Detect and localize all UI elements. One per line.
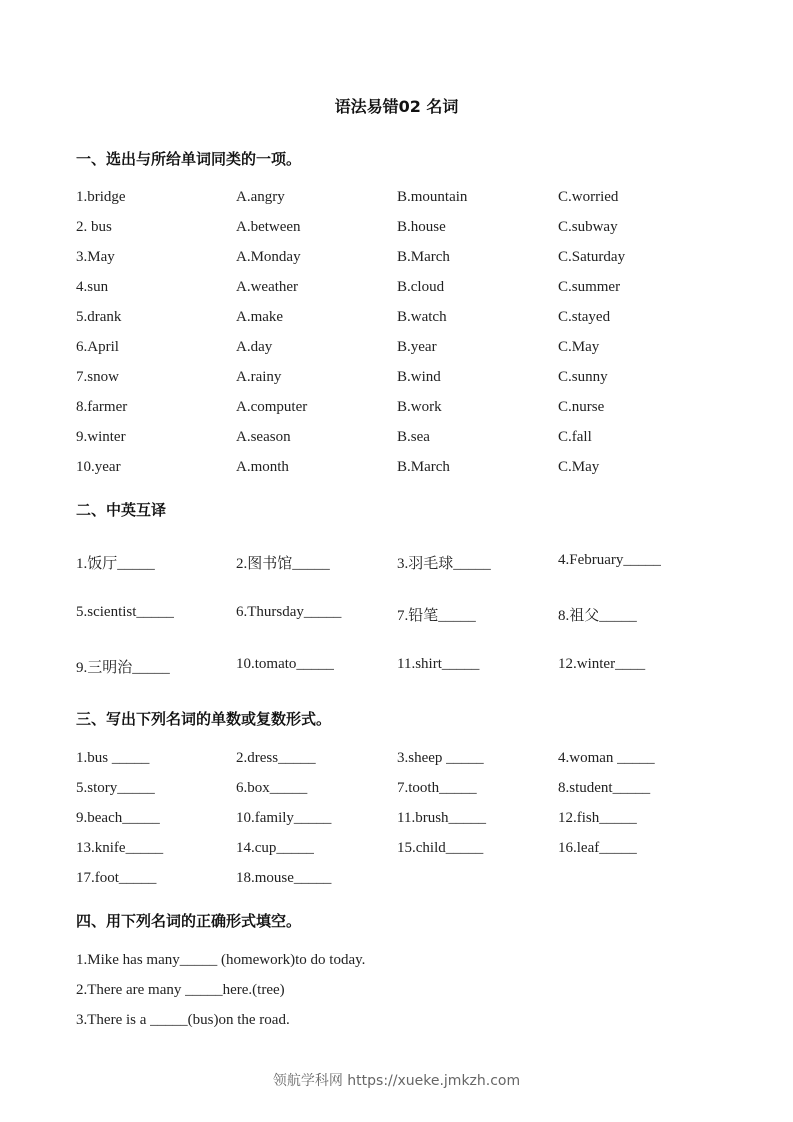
question-word: 1.bridge xyxy=(76,189,126,205)
question-word: 8.farmer xyxy=(76,399,128,415)
option-a: A.season xyxy=(236,429,291,445)
noun-item: 15.child_____ xyxy=(397,840,484,856)
option-b: B.wind xyxy=(397,369,441,385)
noun-item: 7.tooth_____ xyxy=(397,780,477,796)
option-a: A.between xyxy=(236,219,301,235)
translation-item: 5.scientist_____ xyxy=(76,604,174,620)
translation-item: 10.tomato_____ xyxy=(236,656,334,672)
noun-item: 3.sheep _____ xyxy=(397,750,484,766)
option-c: C.Saturday xyxy=(558,249,626,265)
noun-item: 5.story_____ xyxy=(76,780,155,796)
question-word: 4.sun xyxy=(76,279,109,295)
s1-row xyxy=(76,429,736,451)
noun-item: 16.leaf_____ xyxy=(558,840,637,856)
option-a: A.rainy xyxy=(236,369,282,385)
s1-row xyxy=(76,399,736,421)
translation-item: 11.shirt_____ xyxy=(397,656,480,672)
option-c: C.sunny xyxy=(558,369,608,385)
option-b: B.watch xyxy=(397,309,447,325)
option-b: B.mountain xyxy=(397,189,468,205)
option-c: C.summer xyxy=(558,279,621,295)
option-a: A.day xyxy=(236,339,273,355)
option-c: C.nurse xyxy=(558,399,605,415)
translation-item: 8.祖父_____ xyxy=(558,608,637,624)
option-b: B.year xyxy=(397,339,437,355)
question-word: 3.May xyxy=(76,249,115,265)
s1-row xyxy=(76,249,736,271)
s1-row xyxy=(76,369,736,391)
s2-row xyxy=(76,656,736,678)
translation-item: 6.Thursday_____ xyxy=(236,604,342,620)
noun-item: 13.knife_____ xyxy=(76,840,164,856)
noun-item: 1.bus _____ xyxy=(76,750,150,766)
s1-row xyxy=(76,459,736,481)
noun-item: 10.family_____ xyxy=(236,810,332,826)
question-word: 2. bus xyxy=(76,219,112,235)
translation-item: 7.铅笔_____ xyxy=(397,608,476,624)
option-b: B.house xyxy=(397,219,446,235)
translation-item: 2.图书馆_____ xyxy=(236,556,330,572)
question-word: 5.drank xyxy=(76,309,122,325)
option-b: B.work xyxy=(397,399,442,415)
question-word: 10.year xyxy=(76,459,121,475)
question-word: 7.snow xyxy=(76,369,119,385)
s1-row xyxy=(76,219,736,241)
s3-row xyxy=(76,780,736,802)
fill-in-sentence: 3.There is a _____(bus)on the road. xyxy=(76,1012,290,1028)
s1-row xyxy=(76,189,736,211)
page-title: 语法易错02 名词 xyxy=(334,97,459,116)
option-c: C.fall xyxy=(558,429,592,445)
noun-item: 18.mouse_____ xyxy=(236,870,332,886)
noun-item: 12.fish_____ xyxy=(558,810,637,826)
translation-item: 9.三明治_____ xyxy=(76,660,170,676)
option-a: A.computer xyxy=(236,399,308,415)
translation-item: 12.winter____ xyxy=(558,656,646,672)
option-c: C.worried xyxy=(558,189,619,205)
section-3-heading: 三、写出下列名词的单数或复数形式。 xyxy=(76,710,332,728)
translation-item: 3.羽毛球_____ xyxy=(397,556,491,572)
noun-item: 17.foot_____ xyxy=(76,870,157,886)
fill-in-sentence: 2.There are many _____here.(tree) xyxy=(76,982,285,998)
footer-watermark: 领航学科网 https://xueke.jmkzh.com xyxy=(272,1073,521,1089)
question-word: 6.April xyxy=(76,339,119,355)
s3-row xyxy=(76,840,736,862)
option-b: B.sea xyxy=(397,429,430,445)
s1-row xyxy=(76,309,736,331)
option-a: A.make xyxy=(236,309,284,325)
option-a: A.month xyxy=(236,459,289,475)
option-c: C.May xyxy=(558,459,600,475)
translation-item: 1.饭厅_____ xyxy=(76,556,155,572)
s3-row xyxy=(76,870,736,892)
option-c: C.subway xyxy=(558,219,618,235)
question-word: 9.winter xyxy=(76,429,126,445)
s3-row xyxy=(76,810,736,832)
s3-row xyxy=(76,750,736,772)
option-a: A.angry xyxy=(236,189,285,205)
noun-item: 6.box_____ xyxy=(236,780,308,796)
option-a: A.Monday xyxy=(236,249,301,265)
section-2-heading: 二、中英互译 xyxy=(76,501,167,519)
option-b: B.March xyxy=(397,249,450,265)
translation-item: 4.February_____ xyxy=(558,552,661,568)
s1-row xyxy=(76,339,736,361)
noun-item: 4.woman _____ xyxy=(558,750,655,766)
noun-item: 11.brush_____ xyxy=(397,810,487,826)
section-1-heading: 一、选出与所给单词同类的一项。 xyxy=(76,150,302,168)
s2-row xyxy=(76,604,736,626)
noun-item: 8.student_____ xyxy=(558,780,651,796)
noun-item: 2.dress_____ xyxy=(236,750,316,766)
s1-row xyxy=(76,279,736,301)
noun-item: 9.beach_____ xyxy=(76,810,160,826)
s2-row xyxy=(76,552,736,574)
option-c: C.stayed xyxy=(558,309,611,325)
option-c: C.May xyxy=(558,339,600,355)
noun-item: 14.cup_____ xyxy=(236,840,314,856)
option-b: B.cloud xyxy=(397,279,445,295)
option-b: B.March xyxy=(397,459,450,475)
option-a: A.weather xyxy=(236,279,299,295)
fill-in-sentence: 1.Mike has many_____ (homework)to do today. xyxy=(76,952,366,968)
section-4-heading: 四、用下列名词的正确形式填空。 xyxy=(76,912,302,930)
